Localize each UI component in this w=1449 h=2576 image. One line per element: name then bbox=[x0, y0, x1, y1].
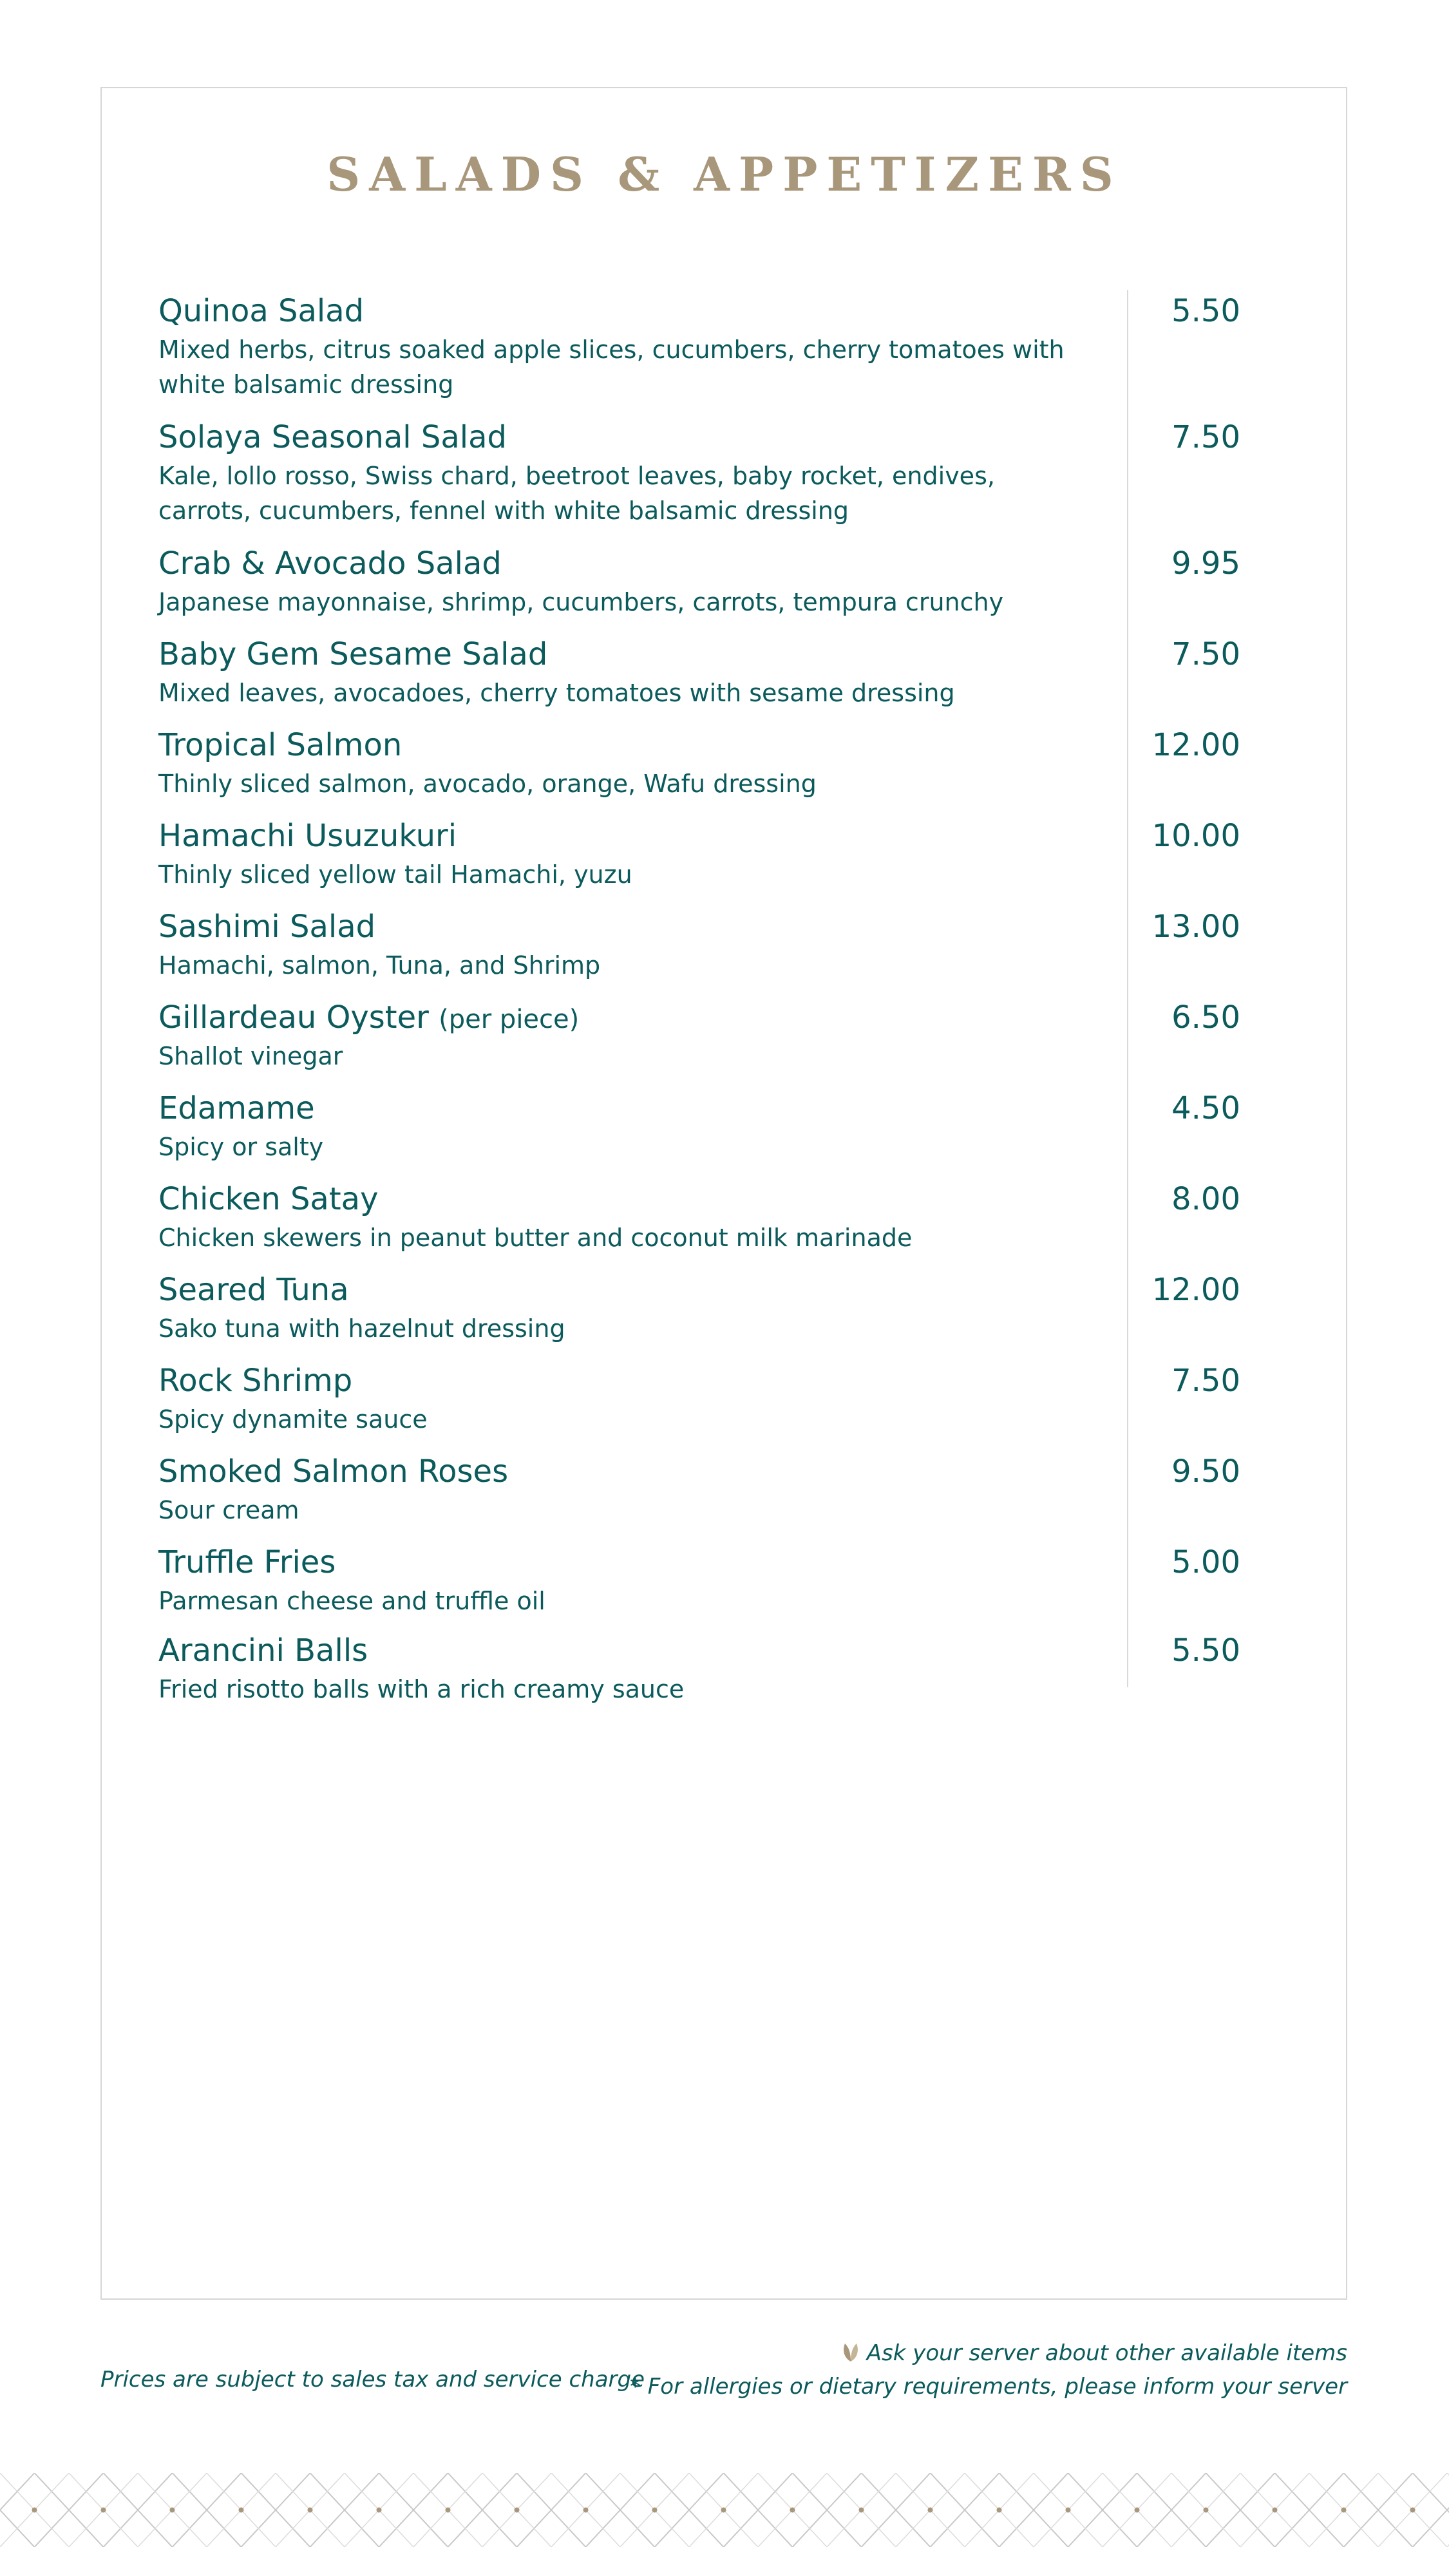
decorative-diamond-pattern bbox=[0, 2473, 1449, 2547]
item-price: 6.50 bbox=[1171, 999, 1240, 1036]
item-price: 7.50 bbox=[1171, 1363, 1240, 1399]
item-name: Smoked Salmon Roses bbox=[158, 1454, 509, 1490]
item-description: Chicken skewers in peanut butter and coconut milk marinade bbox=[158, 1224, 913, 1252]
item-name: Gillardeau Oyster bbox=[158, 999, 429, 1036]
item-description: Sour cream bbox=[158, 1496, 299, 1524]
item-name: Rock Shrimp bbox=[158, 1363, 353, 1399]
item-name: Quinoa Salad bbox=[158, 293, 365, 329]
footer-notes bbox=[630, 2336, 1347, 2403]
item-description: Spicy or salty bbox=[158, 1133, 324, 1161]
item-price: 4.50 bbox=[1171, 1090, 1240, 1126]
item-name: Arancini Balls bbox=[158, 1633, 368, 1669]
server-note: Ask your server about other available items bbox=[866, 2340, 1347, 2366]
item-price: 13.00 bbox=[1151, 909, 1240, 945]
item-description: Spicy dynamite sauce bbox=[158, 1405, 428, 1434]
item-description: Hamachi, salmon, Tuna, and Shrimp bbox=[158, 951, 601, 980]
item-price: 9.95 bbox=[1171, 545, 1240, 582]
item-description: Mixed leaves, avocadoes, cherry tomatoes with sesame dressing bbox=[158, 679, 955, 707]
item-name: Truffle Fries bbox=[158, 1544, 336, 1580]
item-name: Solaya Seasonal Salad bbox=[158, 419, 507, 455]
item-name: Baby Gem Sesame Salad bbox=[158, 636, 548, 672]
item-price: 7.50 bbox=[1171, 636, 1240, 672]
item-price: 5.50 bbox=[1171, 293, 1240, 329]
menu-list bbox=[158, 290, 1240, 1707]
item-note: (per piece) bbox=[439, 1005, 580, 1034]
item-description: Thinly sliced salmon, avocado, orange, Wafu dressing bbox=[158, 770, 817, 798]
page-title: SALADS & APPETIZERS bbox=[327, 147, 1122, 202]
item-name: Seared Tuna bbox=[158, 1272, 349, 1308]
item-price: 12.00 bbox=[1151, 1272, 1240, 1308]
item-name: Sashimi Salad bbox=[158, 909, 376, 945]
item-description: Fried risotto balls with a rich creamy sauce bbox=[158, 1675, 685, 1703]
server-note-row bbox=[630, 2336, 1347, 2370]
item-description: Sako tuna with hazelnut dressing bbox=[158, 1314, 565, 1343]
item-price: 5.50 bbox=[1171, 1633, 1240, 1669]
item-description: Thinly sliced yellow tail Hamachi, yuzu bbox=[158, 860, 632, 889]
prices-note: Prices are subject to sales tax and service charge bbox=[100, 2367, 645, 2392]
item-price: 12.00 bbox=[1151, 727, 1240, 763]
item-name-row bbox=[158, 996, 579, 1041]
item-description: Mixed herbs, citrus soaked apple slices, cucumbers, cherry tomatoes with white balsamic dressing bbox=[158, 336, 1065, 399]
allergy-note: * For allergies or dietary requirements, please inform your server bbox=[629, 2374, 1347, 2400]
leaf-icon bbox=[841, 2341, 860, 2363]
item-description: Japanese mayonnaise, shrimp, cucumbers, carrots, tempura crunchy bbox=[158, 588, 1004, 616]
item-price: 5.00 bbox=[1171, 1544, 1240, 1580]
item-price: 9.50 bbox=[1171, 1454, 1240, 1490]
item-description: Kale, lollo rosso, Swiss chard, beetroot leaves, baby rocket, endives, carrots, cucumbers, fennel with white balsamic dressing bbox=[158, 462, 995, 525]
item-name: Chicken Satay bbox=[158, 1181, 379, 1217]
item-price: 7.50 bbox=[1171, 419, 1240, 455]
item-name: Hamachi Usuzukuri bbox=[158, 818, 457, 854]
item-price: 8.00 bbox=[1171, 1181, 1240, 1217]
item-name: Tropical Salmon bbox=[158, 727, 402, 763]
item-price: 10.00 bbox=[1151, 818, 1240, 854]
item-name: Crab & Avocado Salad bbox=[158, 545, 502, 582]
item-description: Shallot vinegar bbox=[158, 1042, 343, 1070]
item-description: Parmesan cheese and truffle oil bbox=[158, 1587, 545, 1615]
item-name: Edamame bbox=[158, 1090, 315, 1126]
